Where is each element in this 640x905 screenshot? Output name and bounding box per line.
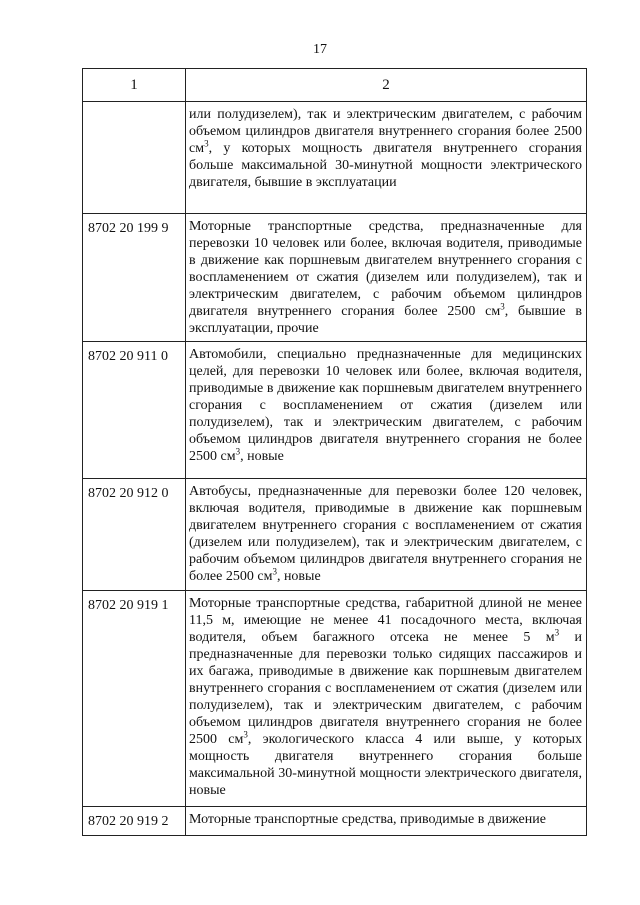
tariff-table	[82, 68, 587, 836]
description-cell	[186, 591, 587, 807]
table-row	[83, 102, 587, 214]
table-row	[83, 807, 587, 836]
code-cell: 8702 20 912 0	[83, 479, 186, 591]
description-cell	[186, 102, 587, 214]
table-row	[83, 479, 587, 591]
code-cell: 8702 20 919 1	[83, 591, 186, 807]
table-row	[83, 591, 587, 807]
description-text: Моторные транспортные средства, предназначенные для перевозки 10 человек или более, включая водителя, приводимые в движение как поршневым двигателем внутреннего сгорания с воспламенением от сжатия (дизелем или полудизелем), так и электрическим двигателем, с рабочим объемом цилиндров двигателя внутреннего сгорания более 2500 $см^3$, бывшие в эксплуатации, прочие	[189, 219, 582, 336]
page-number: 17	[313, 42, 327, 57]
table-row	[83, 342, 587, 479]
column-header-2: 2	[186, 69, 587, 102]
table-row	[83, 214, 587, 342]
description-text: Автомобили, специально предназначенные для медицинских целей, для перевозки 10 человек или более, включая водителя, приводимые в движение как поршневым двигателем внутреннего сгорания с воспламенением от сжатия (дизелем или полудизелем), так и электрическим двигателем, с рабочим объемом цилиндров двигателя внутреннего сгорания не более 2500 $см^3$, новые	[189, 347, 582, 464]
description-cell	[186, 807, 587, 836]
description-text: или полудизелем), так и электрическим двигателем, с рабочим объемом цилиндров двигателя внутреннего сгорания более 2500 $см^3$, у которых мощность двигателя внутреннего сгорания больше максимальной 30-минутной мощности электрического двигателя, бывшие в эксплуатации	[189, 107, 582, 190]
description-cell	[186, 342, 587, 479]
description-cell	[186, 479, 587, 591]
code-cell: 8702 20 199 9	[83, 214, 186, 342]
code-cell: 8702 20 911 0	[83, 342, 186, 479]
description-text: Моторные транспортные средства, приводимые в движение	[189, 812, 546, 827]
table-header-row	[83, 69, 587, 102]
code-cell: 8702 20 919 2	[83, 807, 186, 836]
description-text: Моторные транспортные средства, габаритной длиной не менее 11,5 м, имеющие не менее 41 посадочного места, включая водителя, объем багажного отсека не менее 5 $м^3$ и предназначенные для перевозки только сидящих пассажиров и их багажа, приводимые в движение как поршневым двигателем внутреннего сгорания с воспламенением от сжатия (дизелем или полудизелем), так и электрическим двигателем, с рабочим объемом цилиндров двигателя внутреннего сгорания не более 2500 $см^3$, экологического класса 4 или выше, у которых мощность двигателя внутреннего сгорания больше максимальной 30-минутной мощности электрического двигателя, новые	[189, 596, 583, 798]
description-text: Автобусы, предназначенные для перевозки более 120 человек, включая водителя, приводимые в движение как поршневым двигателем внутреннего сгорания с воспламенением от сжатия (дизелем или полудизелем), так и электрическим двигателем, с рабочим объемом цилиндров двигателя внутреннего сгорания не более 2500 $см^3$, новые	[189, 484, 582, 584]
column-header-1: 1	[83, 69, 186, 102]
description-cell	[186, 214, 587, 342]
code-cell	[83, 102, 186, 214]
